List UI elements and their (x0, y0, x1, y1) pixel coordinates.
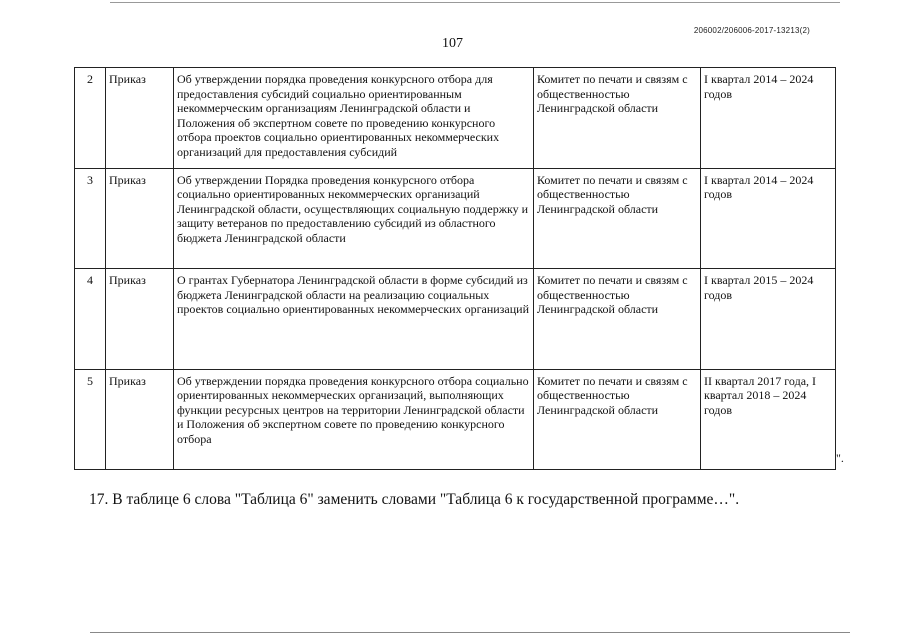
document-title: Об утверждении Порядка проведения конкурсного отбора социально ориентированных некоммерческих организаций Ленинградской области, осуществляющих социальную поддержку и защиту ветеранов по предоставлению субсидий из областного бюджета Ленинградской области (174, 168, 534, 269)
table-row (75, 269, 836, 370)
table-row (75, 68, 836, 169)
implementation-term: I квартал 2014 – 2024 годов (701, 68, 836, 169)
row-number: 4 (75, 269, 106, 370)
document-type: Приказ (106, 269, 174, 370)
table-row (75, 369, 836, 470)
document-type: Приказ (106, 168, 174, 269)
page-number: 107 (442, 36, 463, 51)
implementation-term: I квартал 2015 – 2024 годов (701, 269, 836, 370)
table-row (75, 168, 836, 269)
implementation-term: I квартал 2014 – 2024 годов (701, 168, 836, 269)
orders-table (74, 67, 836, 470)
document-type: Приказ (106, 369, 174, 470)
responsible-executor: Комитет по печати и связям с общественностью Ленинградской области (534, 168, 701, 269)
scan-edge-bottom (90, 632, 850, 633)
row-number: 3 (75, 168, 106, 269)
responsible-executor: Комитет по печати и связям с общественностью Ленинградской области (534, 269, 701, 370)
closing-quote-mark: ". (836, 451, 844, 465)
responsible-executor: Комитет по печати и связям с общественностью Ленинградской области (534, 68, 701, 169)
row-number: 2 (75, 68, 106, 169)
document-type: Приказ (106, 68, 174, 169)
implementation-term: II квартал 2017 года, I квартал 2018 – 2024 годов (701, 369, 836, 470)
responsible-executor: Комитет по печати и связям с общественностью Ленинградской области (534, 369, 701, 470)
amendment-instruction: 17. В таблице 6 слова "Таблица 6" заменить словами "Таблица 6 к государственной программе…". (89, 491, 740, 508)
document-title: Об утверждении порядка проведения конкурсного отбора социально ориентированных некоммерческих организаций, выполняющих функции ресурсных центров на территории Ленинградской области и Положения об экспертном совете по проведению конкурсного отбора (174, 369, 534, 470)
document-title: О грантах Губернатора Ленинградской области в форме субсидий из бюджета Ленинградской области на реализацию социальных проектов социально ориентированных некоммерческих организаций (174, 269, 534, 370)
scan-edge-top (110, 2, 840, 3)
document-reference-number: 206002/206006-2017-13213(2) (693, 26, 810, 35)
document-title: Об утверждении порядка проведения конкурсного отбора для предоставления субсидий социально ориентированным некоммерческим организациям Ленинградской области и Положения об экспертном совете по проведению конкурсного отбора проектов социально ориентированных некоммерческих организаций для предоставления субсидий (174, 68, 534, 169)
row-number: 5 (75, 369, 106, 470)
